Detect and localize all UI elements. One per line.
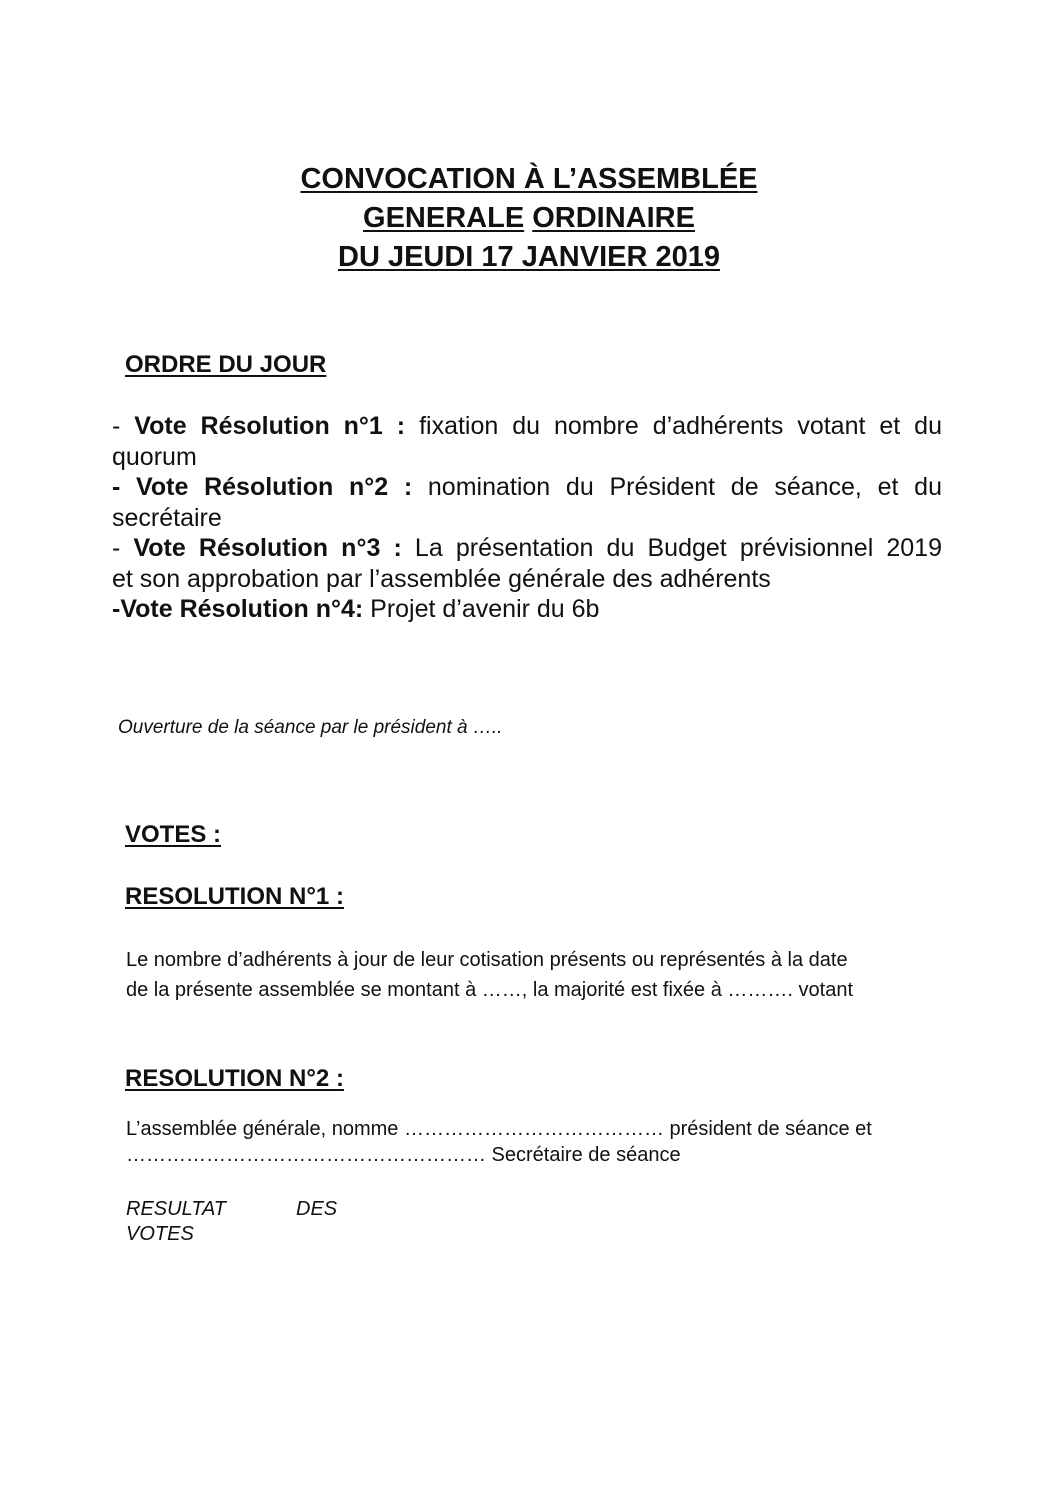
title-line-2b: ORDINAIRE <box>532 202 695 234</box>
resolution-2-line-2: ……………………………………………… Secrétaire de séance <box>126 1144 681 1166</box>
result-word-2: DES <box>296 1198 338 1220</box>
resolution-2-heading: RESOLUTION N°2 : <box>125 1065 344 1092</box>
agenda-item-1-label: Vote Résolution n°1 : <box>134 412 406 440</box>
title-line-1: CONVOCATION À L’ASSEMBLÉE <box>300 163 758 195</box>
agenda-item-1-line-2: quorum <box>112 442 197 471</box>
resolution-1-heading: RESOLUTION N°1 : <box>125 883 344 910</box>
agenda-item-2-line-1: - Vote Résolution n°2 : nomination du Président de séance, et du <box>112 473 942 501</box>
title-line-2a: GENERALE <box>363 202 525 234</box>
resolution-1-text <box>126 945 926 1005</box>
result-word-1: RESULTAT <box>126 1198 227 1220</box>
opening-note: Ouverture de la séance par le président à ….. <box>118 717 503 738</box>
title-line-3: DU JEUDI 17 JANVIER 2019 <box>338 241 720 273</box>
agenda-item-4-label: Vote Résolution n°4: <box>120 595 364 623</box>
votes-heading: VOTES : <box>125 821 222 848</box>
resolution-2-line-1: L’assemblée générale, nomme ………………………………… président de séance et <box>126 1118 872 1140</box>
agenda-item-3-line-1: - Vote Résolution n°3 : La présentation du Budget prévisionnel 2019 <box>112 534 942 562</box>
resolution-2-text <box>126 1116 926 1168</box>
agenda-item-1-line-1: - Vote Résolution n°1 : fixation du nombre d’adhérents votant et du <box>112 412 942 440</box>
resolution-1-line-1: Le nombre d’adhérents à jour de leur cotisation présents ou représentés à la date <box>126 949 848 971</box>
agenda-list <box>112 411 942 625</box>
resolution-1-line-2: de la présente assemblée se montant à ……, la majorité est fixée à ………. votant <box>126 979 854 1001</box>
agenda-item-3-label: Vote Résolution n°3 : <box>133 534 402 562</box>
document-title <box>0 160 1058 277</box>
agenda-item-3-line-2: et son approbation par l’assemblée générale des adhérents <box>112 564 771 593</box>
agenda-heading: ORDRE DU JOUR <box>125 351 327 378</box>
agenda-item-2-line-2: secrétaire <box>112 503 222 532</box>
agenda-item-2-label: Vote Résolution n°2 : <box>136 473 413 501</box>
agenda-item-4: -Vote Résolution n°4: Projet d’avenir du 6b <box>112 595 600 623</box>
result-label <box>126 1197 338 1247</box>
result-word-3: VOTES <box>126 1223 194 1245</box>
